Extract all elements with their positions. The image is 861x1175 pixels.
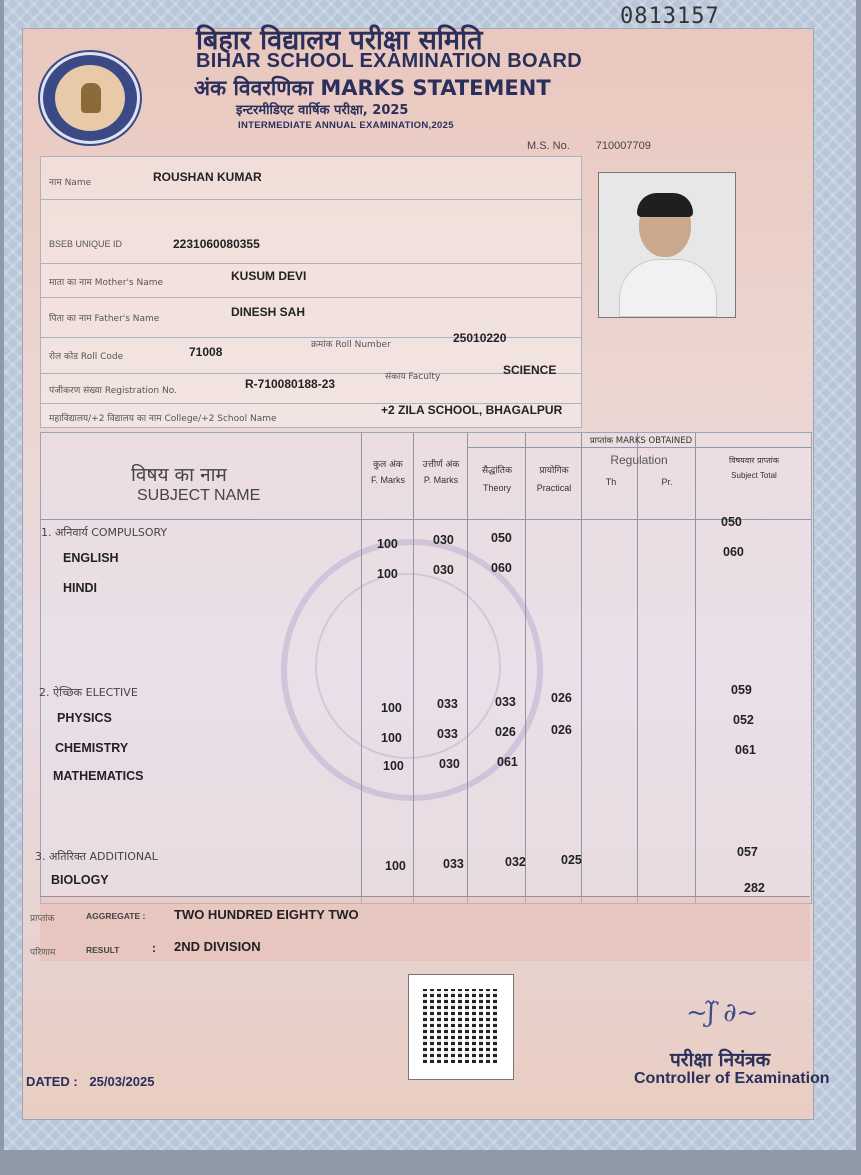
group-compulsory: 1. अनिवार्य COMPULSORY (41, 526, 168, 539)
marks-table (35, 432, 812, 904)
theory-marks: 061 (497, 755, 518, 769)
pass-marks: 033 (437, 697, 458, 711)
aggregate-label: AGGREGATE : (86, 911, 146, 921)
mother-label: माता का नाम Mother's Name (49, 278, 164, 288)
pass-marks: 030 (439, 757, 460, 771)
full-marks: 100 (381, 701, 402, 715)
exam-name-english: INTERMEDIATE ANNUAL EXAMINATION,2025 (238, 120, 454, 131)
pass-marks: 033 (443, 857, 464, 871)
fmarks-header: F. Marks (370, 475, 405, 485)
aggregate-label-hindi: प्राप्तांक (30, 914, 55, 924)
full-marks: 100 (381, 731, 402, 745)
roll-code-label: रोल कोड Roll Code (49, 352, 124, 362)
qr-code-icon (408, 974, 514, 1080)
pmarks-header: P. Marks (423, 475, 459, 485)
exam-name-hindi: इन्टरमीडिएट वार्षिक परीक्षा, 2025 (236, 103, 409, 118)
ms-number-label: M.S. No. (527, 140, 570, 152)
full-marks: 100 (377, 567, 398, 581)
total-header-hindi: विषयवार प्राप्तांक (729, 456, 779, 465)
mother-row (41, 263, 581, 298)
roll-number: 25010220 (453, 331, 507, 345)
aggregate-result-box (30, 881, 810, 961)
name-label: नाम Name (49, 177, 92, 188)
practical-marks: 026 (551, 723, 572, 737)
college-name: +2 ZILA SCHOOL, BHAGALPUR (381, 403, 563, 417)
fmarks-header-hindi: कुल अंक (373, 460, 403, 470)
controller-hindi: परीक्षा नियंत्रक (670, 1049, 771, 1071)
faculty-label: संकाय Faculty (385, 372, 441, 382)
student-name: ROUSHAN KUMAR (153, 170, 262, 185)
subject-total: 057 (737, 845, 758, 859)
theory-header: Theory (482, 483, 511, 493)
theory-marks: 032 (505, 855, 526, 869)
roll-number-label: क्रमांक Roll Number (311, 340, 391, 350)
regulation-header: Regulation (610, 453, 668, 467)
group-elective: 2. ऐच्छिक ELECTIVE (39, 686, 138, 699)
registration-row (41, 363, 581, 404)
full-marks: 100 (385, 859, 406, 873)
college-label: महाविद्यालय/+2 विद्यालय का नाम College/+2 School Name (49, 414, 277, 424)
father-name: DINESH SAH (231, 305, 306, 319)
roll-row (41, 331, 581, 374)
subject-header-hindi: विषय का नाम (131, 464, 227, 486)
subject-total: 059 (731, 683, 752, 697)
practical-header: Practical (536, 483, 572, 493)
full-marks: 100 (377, 537, 398, 551)
practical-marks: 026 (551, 691, 572, 705)
name-row (41, 157, 581, 200)
controller-english: Controller of Examination (634, 1070, 830, 1087)
theory-marks: 050 (491, 531, 512, 545)
full-marks: 100 (383, 759, 404, 773)
subject-header-english: SUBJECT NAME (137, 487, 261, 504)
subject-total: 052 (733, 713, 754, 727)
bseb-logo-icon (40, 52, 140, 144)
regulation-pr-header: Pr. (661, 477, 673, 487)
subject-name: PHYSICS (57, 711, 112, 725)
theory-header-hindi: सैद्धांतिक (482, 466, 512, 476)
practical-marks: 025 (561, 853, 582, 867)
theory-marks: 026 (495, 725, 516, 739)
subject-name: ENGLISH (63, 551, 119, 565)
uid-row (41, 199, 581, 264)
pass-marks: 030 (433, 563, 454, 577)
student-info-box (40, 156, 582, 428)
registration-label: पंजीकरण संख्या Registration No. (49, 386, 177, 396)
subject-name: CHEMISTRY (55, 741, 129, 755)
result-label: RESULT (86, 945, 120, 955)
issue-date (26, 1074, 154, 1089)
result-value: 2ND DIVISION (174, 939, 261, 954)
practical-header-hindi: प्रायोगिक (539, 466, 569, 476)
theory-marks: 033 (495, 695, 516, 709)
pass-marks: 030 (433, 533, 454, 547)
registration-number: R-710080188-23 (245, 377, 336, 391)
faculty: SCIENCE (503, 363, 557, 377)
student-photo (598, 172, 736, 318)
subject-total: 050 (721, 515, 742, 529)
result-label-hindi: परिणाम (30, 948, 56, 958)
aggregate-words: TWO HUNDRED EIGHTY TWO (174, 907, 359, 922)
group-additional: 3. अतिरिक्त ADDITIONAL (35, 850, 158, 863)
subject-total: 061 (735, 743, 756, 757)
mother-name: KUSUM DEVI (231, 269, 307, 283)
ms-number-value: 710007709 (595, 140, 651, 152)
subject-name: BIOLOGY (51, 873, 109, 887)
uid-label: BSEB UNIQUE ID (49, 239, 123, 249)
subject-name: MATHEMATICS (53, 769, 144, 783)
father-label: पिता का नाम Father's Name (49, 314, 160, 324)
aggregate-number: 282 (744, 881, 765, 895)
roll-code: 71008 (189, 345, 223, 359)
result-colon: : (152, 941, 156, 955)
ms-number (527, 140, 651, 152)
serial-number: 0813157 (620, 4, 720, 29)
college-row (41, 403, 581, 427)
dated-value: 25/03/2025 (89, 1074, 155, 1089)
subject-name: HINDI (63, 581, 98, 595)
controller-signature-icon: ~ʃ̃ ∂~ (686, 998, 759, 1028)
pass-marks: 033 (437, 727, 458, 741)
board-name-english: BIHAR SCHOOL EXAMINATION BOARD (196, 50, 583, 72)
total-header: Subject Total (731, 471, 777, 480)
statement-title: अंक विवरणिका MARKS STATEMENT (194, 76, 551, 100)
subject-total: 060 (723, 545, 744, 559)
regulation-th-header: Th (605, 477, 617, 487)
dated-label: DATED : (26, 1074, 78, 1089)
pmarks-header-hindi: उत्तीर्ण अंक (422, 460, 460, 470)
marks-obtained-header: प्राप्तांक MARKS OBTAINED (589, 436, 693, 446)
board-name-hindi: बिहार विद्यालय परीक्षा समिति (196, 25, 483, 56)
unique-id: 2231060080355 (173, 237, 260, 251)
theory-marks: 060 (491, 561, 512, 575)
